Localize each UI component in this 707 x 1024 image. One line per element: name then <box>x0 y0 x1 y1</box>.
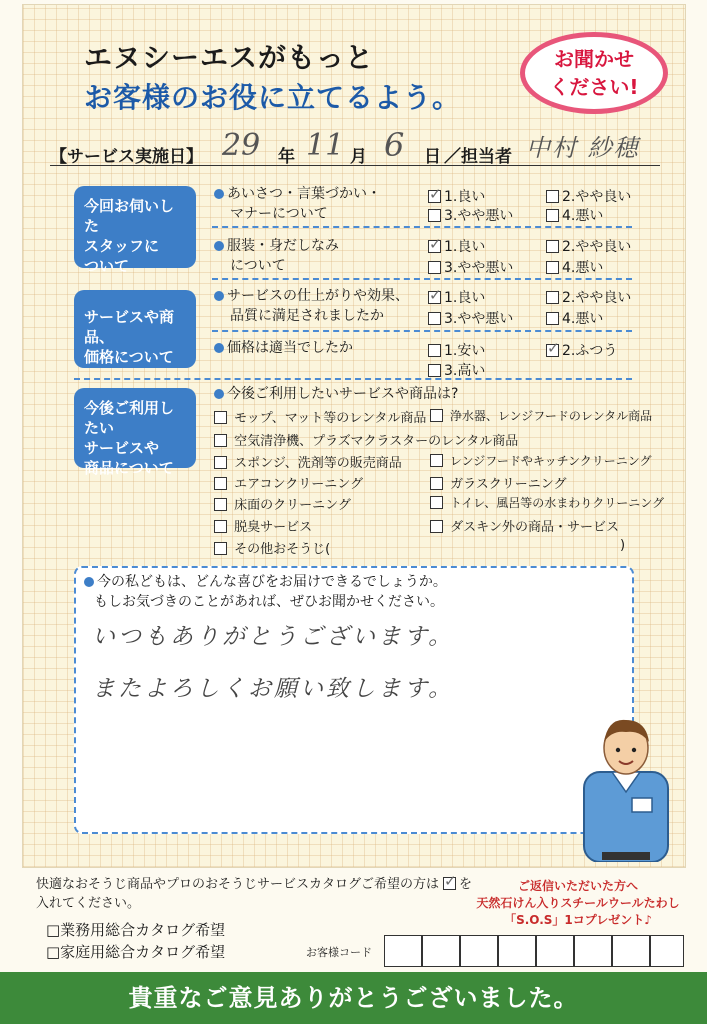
bullet-icon <box>214 343 224 353</box>
option-fairly-bad[interactable]: 3.やや悪い <box>428 308 513 328</box>
customer-code-digit[interactable] <box>460 935 498 967</box>
divider <box>212 278 632 280</box>
option-bad[interactable]: 4.悪い <box>546 308 603 328</box>
option-bad[interactable]: 4.悪い <box>546 205 603 225</box>
customer-code-label: お客様コード <box>306 946 372 959</box>
checkbox-icon[interactable] <box>430 409 443 422</box>
customer-code-digit[interactable] <box>574 935 612 967</box>
service-item[interactable]: 浄水器、レンジフードのレンタル商品 <box>430 407 652 424</box>
checkbox-icon[interactable] <box>546 190 559 203</box>
month-label: 月 <box>350 147 367 167</box>
headline-line1: エヌシーエスがもっと <box>84 41 375 74</box>
staff-value[interactable]: 中村 紗穂 <box>526 134 640 162</box>
service-item-other[interactable]: その他おそうじ( <box>214 538 330 557</box>
month-value[interactable]: 11 <box>306 128 345 163</box>
question-appearance <box>214 236 339 276</box>
bullet-icon <box>214 389 224 399</box>
checkbox-checked-icon[interactable] <box>546 344 559 357</box>
badge-line1: お聞かせ <box>554 47 634 71</box>
checkbox-icon[interactable] <box>428 344 441 357</box>
service-item[interactable]: トイレ、風呂等の水まわりクリーニング <box>430 494 664 511</box>
divider <box>212 330 632 332</box>
question-greeting <box>214 184 381 224</box>
question-text: あいさつ・言葉づかい・ <box>227 186 381 202</box>
category-future-use <box>74 388 196 477</box>
checkbox-icon[interactable] <box>214 411 227 424</box>
staff-mascot-illustration <box>578 712 674 862</box>
checkbox-icon[interactable] <box>430 520 443 533</box>
checkbox-icon[interactable] <box>214 520 227 533</box>
year-label: 年 <box>278 147 295 167</box>
question-text: マナーについて <box>230 206 328 222</box>
category-staff <box>74 186 196 275</box>
checkbox-checked-icon[interactable] <box>428 190 441 203</box>
checkbox-icon[interactable] <box>428 209 441 222</box>
headline-line2: お客様のお役に立てるよう。 <box>84 81 462 114</box>
customer-code-digit[interactable] <box>612 935 650 967</box>
category-line: 今回お伺いした <box>84 197 175 235</box>
option-cheap[interactable]: 1.安い <box>428 340 485 360</box>
option-good[interactable]: ✓1.良い <box>428 236 485 256</box>
checkbox-icon[interactable] <box>430 477 443 490</box>
bullet-icon <box>214 291 224 301</box>
checkbox-icon[interactable] <box>546 261 559 274</box>
checkbox-icon[interactable] <box>214 434 227 447</box>
service-item[interactable]: ダスキン外の商品・サービス <box>430 516 619 535</box>
service-item[interactable]: 脱臭サービス <box>214 516 312 535</box>
service-item[interactable]: 床面のクリーニング <box>214 494 351 513</box>
checkbox-icon[interactable] <box>428 364 441 377</box>
year-value[interactable]: 29 <box>222 128 261 163</box>
catalog-business-option[interactable]: □業務用総合カタログ希望 <box>46 921 226 939</box>
badge-line2: ください! <box>549 75 639 99</box>
checkbox-icon[interactable] <box>428 261 441 274</box>
checkbox-icon[interactable] <box>430 496 443 509</box>
checkbox-icon[interactable] <box>214 477 227 490</box>
services-prompt: 今後ご利用したいサービスや商品は? <box>214 384 458 404</box>
category-line: サービスや <box>84 439 160 457</box>
option-expensive[interactable]: 3.高い <box>428 360 485 380</box>
service-item[interactable]: スポンジ、洗剤等の販売商品 <box>214 452 402 471</box>
option-good[interactable]: ✓1.良い <box>428 186 485 206</box>
gift-notice: ご返信いただいた方へ 天然石けん入りスチールウールたわし 「S.O.S」1コプレゼント♪ <box>476 879 680 927</box>
category-line: スタッフに <box>84 237 160 255</box>
checkbox-icon[interactable] <box>214 542 227 555</box>
customer-code-digit[interactable] <box>536 935 574 967</box>
category-line: 価格について <box>84 348 174 366</box>
comment-prompt: 今の私どもは、どんな喜びをお届けできるでしょうか。 もしお気づきのことがあれば、ぜひお聞かせください。 <box>84 572 447 612</box>
question-text: について <box>230 258 286 274</box>
checkbox-icon[interactable] <box>214 456 227 469</box>
service-item[interactable]: 空気清浄機、プラズマクラスターのレンタル商品 <box>214 430 518 449</box>
catalog-intro: 快適なおそうじ商品やプロのおそうじサービスカタログご希望の方は✓ を 入れてください。 <box>36 875 472 913</box>
question-text: 品質に満足されましたか <box>230 308 384 324</box>
checkbox-icon[interactable] <box>214 498 227 511</box>
question-text: サービスの仕上がりや効果、 <box>227 288 409 304</box>
date-row-underline <box>50 165 660 166</box>
question-text: 価格は適当でしたか <box>227 340 353 356</box>
divider <box>74 378 632 380</box>
customer-code-digit[interactable] <box>422 935 460 967</box>
option-fairly-good[interactable]: 2.やや良い <box>546 287 631 307</box>
bullet-icon <box>214 241 224 251</box>
other-close-paren: ) <box>620 538 626 553</box>
option-good[interactable]: ✓1.良い <box>428 287 485 307</box>
footer-thanks: 貴重なご意見ありがとうございました。 <box>0 972 707 1024</box>
checkbox-checked-icon[interactable] <box>428 291 441 304</box>
option-fairly-good[interactable]: 2.やや良い <box>546 236 631 256</box>
day-label: 日 <box>424 147 441 167</box>
please-tell-us-badge <box>520 32 668 114</box>
category-line: サービスや商品、 <box>84 308 175 346</box>
service-item[interactable]: ガラスクリーニング <box>430 473 567 492</box>
customer-code-digit[interactable] <box>650 935 684 967</box>
checkbox-icon[interactable] <box>546 312 559 325</box>
divider <box>212 226 632 228</box>
category-service-price <box>74 290 196 368</box>
catalog-home-option[interactable]: □家庭用総合カタログ希望 <box>46 943 226 961</box>
service-item[interactable]: レンジフードやキッチンクリーニング <box>430 452 652 469</box>
option-bad[interactable]: 4.悪い <box>546 257 603 277</box>
day-value[interactable]: 6 <box>384 126 405 164</box>
service-item[interactable]: モップ、マット等のレンタル商品 <box>214 407 426 426</box>
bullet-icon <box>214 189 224 199</box>
handwritten-comment-line2: またよろしくお願い致します。 <box>92 676 455 702</box>
checkbox-checked-icon[interactable] <box>428 240 441 253</box>
service-date-label: 【サービス実施日】 <box>50 147 203 167</box>
customer-code-digit[interactable] <box>498 935 536 967</box>
question-price <box>214 338 353 358</box>
customer-code-digit[interactable] <box>384 935 422 967</box>
handwritten-comment-line1: いつもありがとうございます。 <box>92 624 455 650</box>
question-text: 服装・身だしなみ <box>227 238 339 254</box>
checkbox-icon[interactable] <box>430 454 443 467</box>
option-fairly-good[interactable]: 2.やや良い <box>546 186 631 206</box>
checkbox-icon[interactable] <box>546 240 559 253</box>
staff-label: ／担当者 <box>444 147 512 167</box>
checkmark-box-icon <box>443 877 456 890</box>
option-fairly-bad[interactable]: 3.やや悪い <box>428 205 513 225</box>
category-line: 商品について <box>84 459 174 477</box>
checkbox-icon[interactable] <box>428 312 441 325</box>
category-line: ついて <box>84 257 130 275</box>
option-normal[interactable]: ✓ 2.ふつう <box>546 340 617 360</box>
question-quality <box>214 286 409 326</box>
bullet-icon <box>84 577 94 587</box>
checkbox-icon[interactable] <box>546 209 559 222</box>
service-item[interactable]: エアコンクリーニング <box>214 473 363 492</box>
checkbox-icon[interactable] <box>546 291 559 304</box>
category-line: 今後ご利用したい <box>84 399 175 437</box>
option-fairly-bad[interactable]: 3.やや悪い <box>428 257 513 277</box>
